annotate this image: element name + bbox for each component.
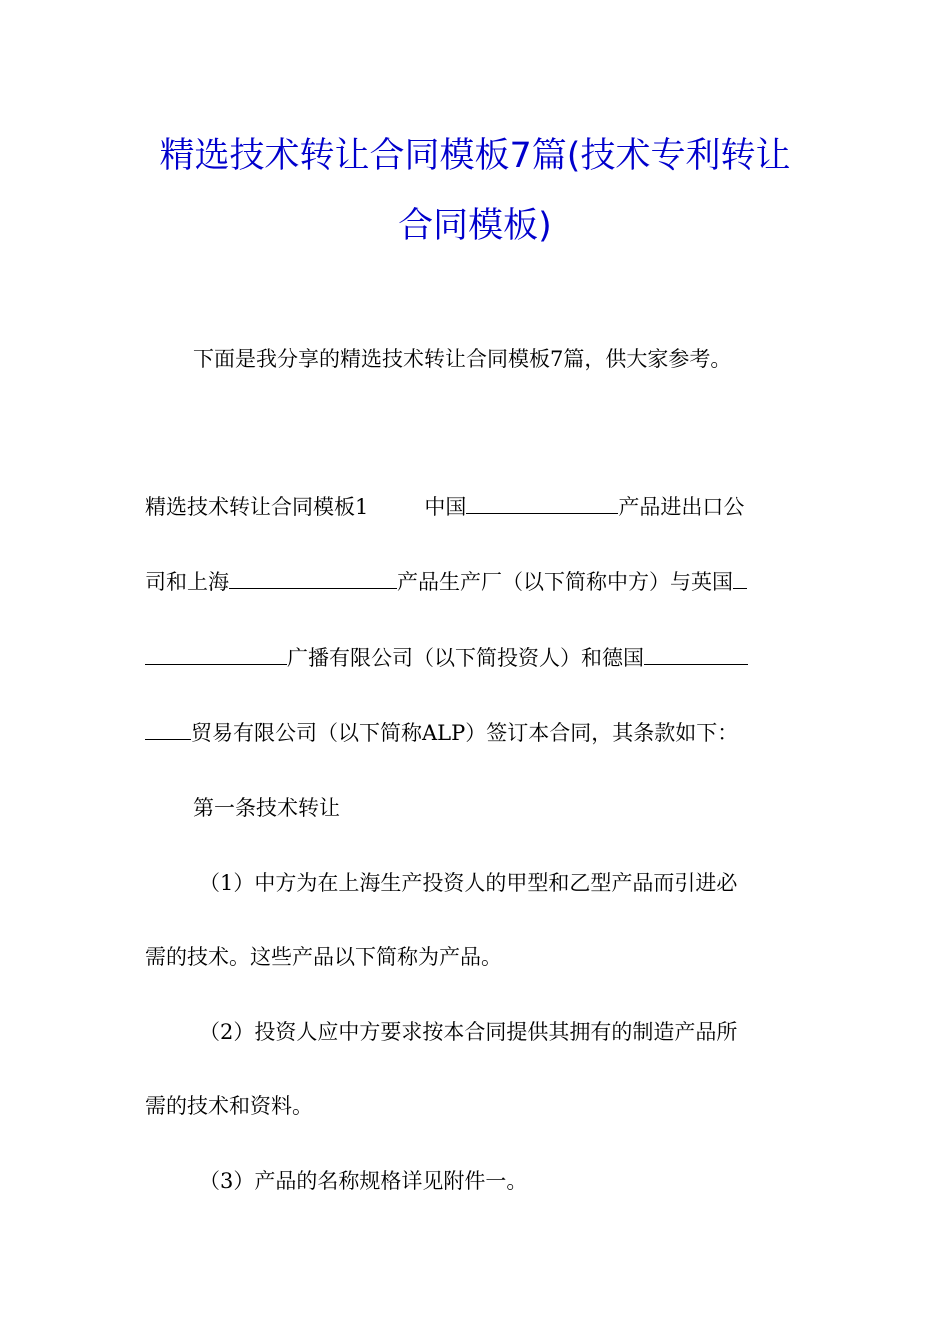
document-title-line-2: 合同模板) — [398, 206, 552, 246]
paragraph-line — [145, 569, 747, 595]
text-span: 产品进出口公 — [618, 495, 745, 519]
template-heading: 精选技术转让合同模板1 — [145, 495, 369, 519]
document-title-line-1: 精选技术转让合同模板7篇(技术专利转让 — [159, 136, 791, 176]
clause-2-line-2: 需的技术和资料。 — [145, 1094, 313, 1118]
fill-in-blank — [733, 571, 747, 589]
clause-2-line-1: （2）投资人应中方要求按本合同提供其拥有的制造产品所 — [199, 1020, 738, 1044]
text-span: 产品生产厂（以下简称中方）与英国 — [397, 570, 733, 594]
text-span: 广播有限公司（以下简投资人）和德国 — [287, 646, 644, 670]
intro-paragraph: 下面是我分享的精选技术转让合同模板7篇，供大家参考。 — [193, 347, 732, 371]
article-heading: 第一条技术转让 — [193, 796, 340, 820]
fill-in-blank — [145, 647, 287, 665]
paragraph-line — [145, 645, 748, 671]
fill-in-blank — [644, 647, 748, 665]
fill-in-blank — [466, 496, 618, 514]
fill-in-blank — [229, 571, 397, 589]
text-span: 贸易有限公司（以下简称ALP）签订本合同，其条款如下： — [191, 721, 739, 745]
paragraph-line — [145, 720, 738, 746]
fill-in-blank — [145, 722, 191, 740]
text-span: 司和上海 — [145, 570, 229, 594]
text-span: 中国 — [424, 495, 467, 519]
paragraph-line — [145, 494, 744, 520]
clause-1-line-1: （1）中方为在上海生产投资人的甲型和乙型产品而引进必 — [199, 871, 738, 895]
clause-1-line-2: 需的技术。这些产品以下简称为产品。 — [145, 945, 502, 969]
clause-3-line-1: （3）产品的名称规格详见附件一。 — [199, 1169, 528, 1193]
